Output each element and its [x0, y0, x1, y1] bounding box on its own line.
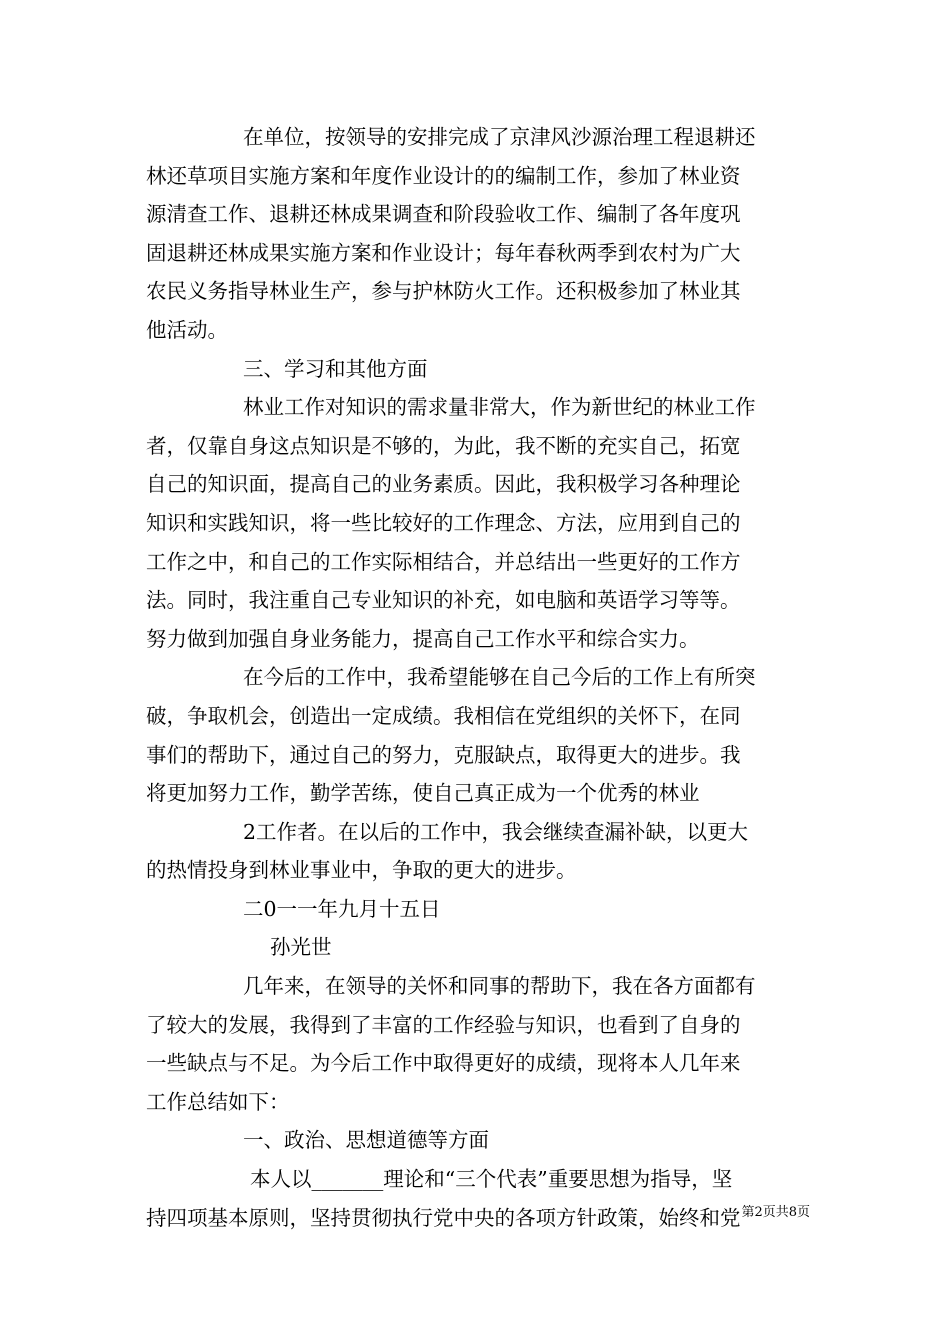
- paragraph-line: 工作总结如下：: [146, 1089, 290, 1114]
- section-heading: 一、政治、思想道德等方面: [243, 1128, 489, 1153]
- paragraph-line: 知识和实践知识，将一些比较好的工作理念、方法，应用到自己的: [146, 510, 741, 535]
- paragraph-line: 本人以_______理论和“三个代表”重要思想为指导，坚: [250, 1167, 733, 1192]
- page-number-footer: 第2页共8页: [741, 1205, 810, 1220]
- paragraph-line: 在今后的工作中，我希望能够在自己今后的工作上有所突: [243, 665, 756, 690]
- paragraph-line: 他活动。: [146, 317, 228, 342]
- paragraph-line: 了较大的发展，我得到了丰富的工作经验与知识，也看到了自身的: [146, 1012, 741, 1037]
- paragraph-line: 将更加努力工作，勤学苦练，使自己真正成为一个优秀的林业: [146, 781, 700, 806]
- paragraph-line: 源清查工作、退耕还林成果调查和阶段验收工作、编制了各年度巩: [146, 202, 741, 227]
- date-line: 二0一一年九月十五日: [243, 896, 441, 921]
- paragraph-line: 林还草项目实施方案和年度作业设计的的编制工作，参加了林业资: [146, 163, 741, 188]
- paragraph-line: 林业工作对知识的需求量非常大，作为新世纪的林业工作: [243, 395, 756, 420]
- paragraph-line: 工作之中，和自己的工作实际相结合，并总结出一些更好的工作方: [146, 549, 741, 574]
- paragraph-line: 法。同时，我注重自己专业知识的补充，如电脑和英语学习等等。: [146, 588, 741, 613]
- paragraph-line: 一些缺点与不足。为今后工作中取得更好的成绩，现将本人几年来: [146, 1051, 741, 1076]
- paragraph-line: 自己的知识面，提高自己的业务素质。因此，我积极学习各种理论: [146, 472, 741, 497]
- paragraph-line: 几年来，在领导的关怀和同事的帮助下，我在各方面都有: [243, 974, 756, 999]
- paragraph-line: 固退耕还林成果实施方案和作业设计；每年春秋两季到农村为广大: [146, 240, 741, 265]
- paragraph-line: 事们的帮助下，通过自己的努力，克服缺点，取得更大的进步。我: [146, 742, 741, 767]
- paragraph-line: 努力做到加强自身业务能力，提高自己工作水平和综合实力。: [146, 626, 700, 651]
- paragraph-line: 破，争取机会，创造出一定成绩。我相信在党组织的关怀下，在同: [146, 703, 741, 728]
- paragraph-line: 的热情投身到林业事业中，争取的更大的进步。: [146, 858, 577, 883]
- paragraph-line: 农民义务指导林业生产，参与护林防火工作。还积极参加了林业其: [146, 279, 741, 304]
- author-name: 孙光世: [270, 935, 332, 960]
- section-heading: 三、学习和其他方面: [243, 356, 428, 381]
- paragraph-line: 持四项基本原则，坚持贯彻执行党中央的各项方针政策，始终和党: [146, 1205, 741, 1230]
- paragraph-line: 者，仅靠自身这点知识是不够的，为此，我不断的充实自己，拓宽: [146, 433, 741, 458]
- document-body: [146, 118, 816, 1237]
- paragraph-line: 在单位，按领导的安排完成了京津风沙源治理工程退耕还: [243, 125, 756, 149]
- paragraph-line: 2工作者。在以后的工作中，我会继续查漏补缺，以更大: [243, 819, 749, 844]
